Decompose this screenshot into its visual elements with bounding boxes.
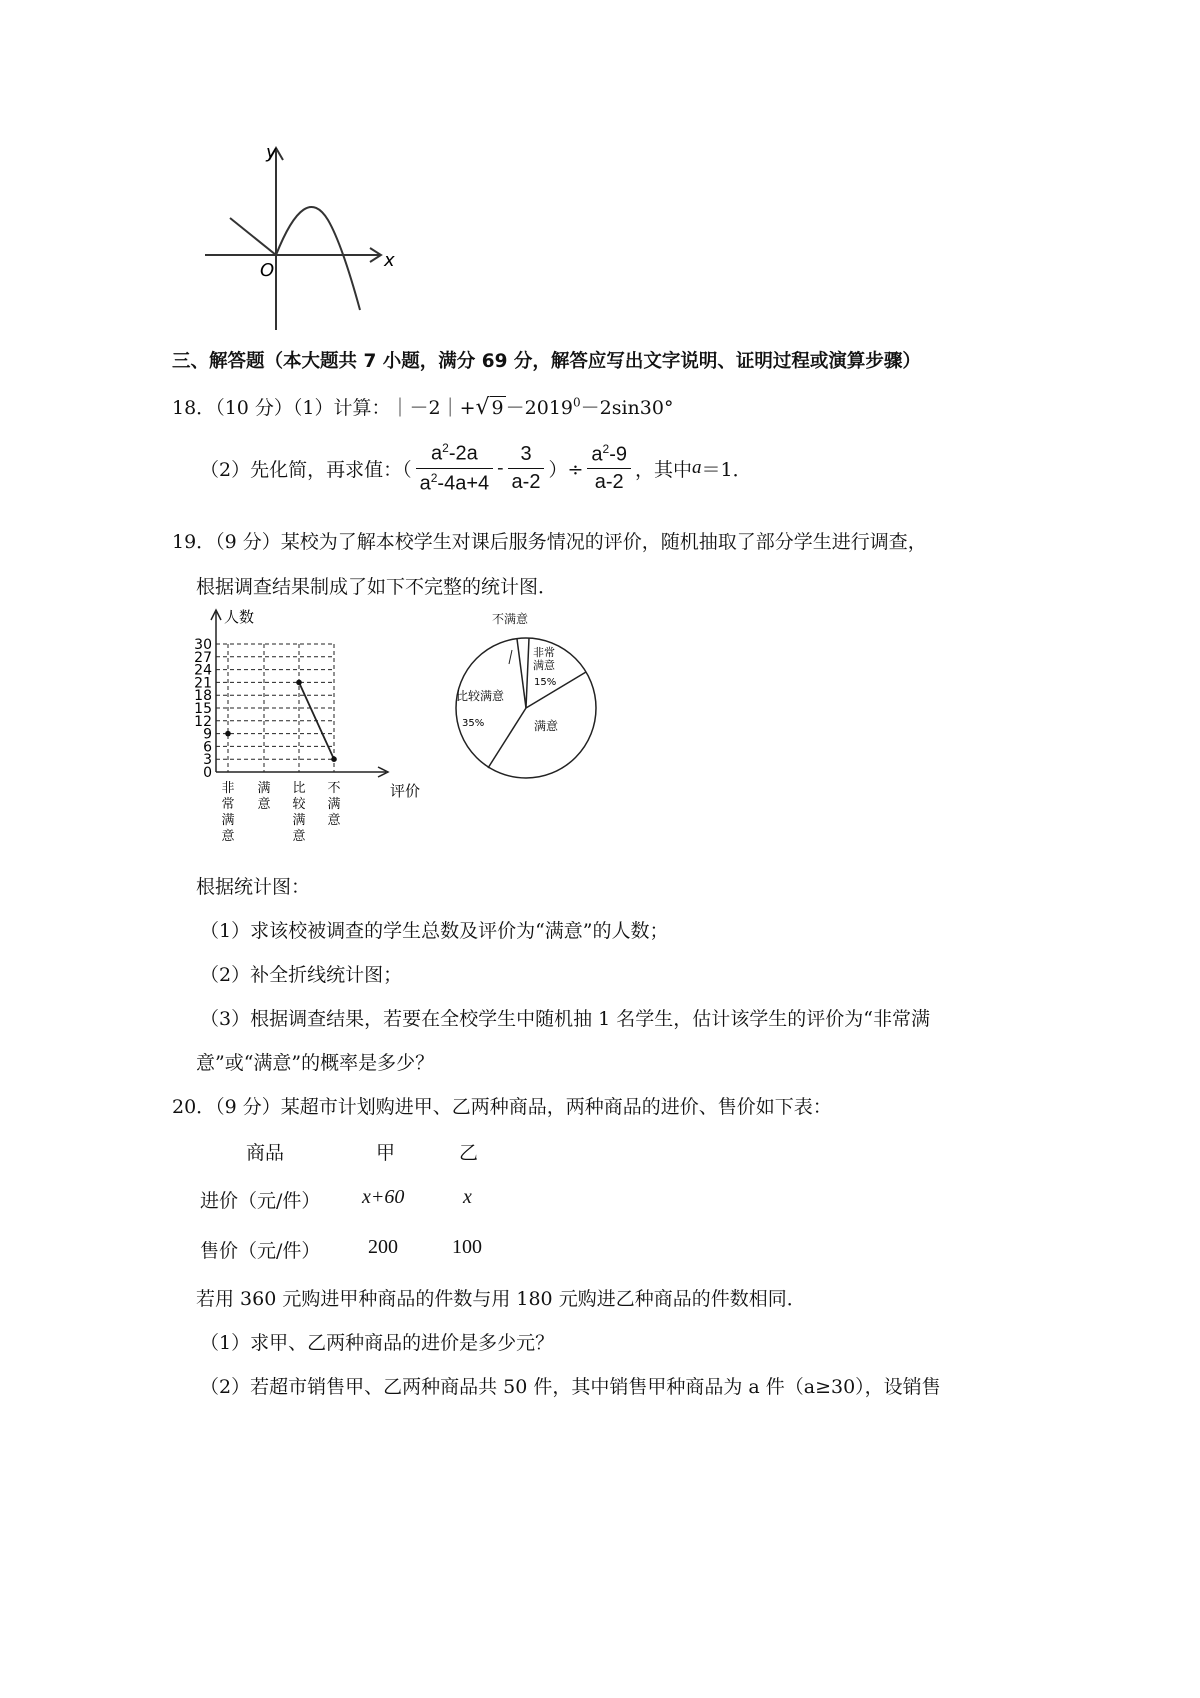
question-19-line1: 19．（9 分）某校为了解本校学生对课后服务情况的评价，随机抽取了部分学生进行调查， [172, 531, 927, 553]
sqrt-radicand: 9 [491, 397, 504, 419]
y-tick-label: 15 [194, 701, 212, 717]
x-category-label: 意 [292, 829, 306, 844]
x-category-label: 满 [221, 813, 235, 828]
pie-label-satisfied: 满意 [534, 719, 559, 733]
line-left-branch [230, 218, 276, 255]
y-tick-label: 3 [203, 752, 212, 769]
x-category-label: 常 [221, 797, 235, 812]
x-axis-label: x [384, 250, 395, 271]
fraction-2: $\frac{3}{a-2}$ [508, 443, 545, 494]
y-tick-label: 27 [194, 649, 212, 666]
x-category-label: 较 [292, 797, 306, 812]
pie-label-very-satisfied-2: 满意 [533, 659, 555, 672]
table-row2-yi: 100 [452, 1236, 482, 1258]
y-tick-label: 21 [194, 675, 212, 692]
table-row2-jia: 200 [368, 1236, 398, 1258]
pie-boundary-2 [526, 638, 529, 708]
q19-sub3b: 意”或“满意”的概率是多少？ [196, 1052, 435, 1074]
pie-percent-fairly-satisfied: 35% [462, 718, 485, 729]
fraction-3: $\frac{a^2-9}{a-2}$ [587, 442, 631, 495]
y-tick-label: 12 [194, 713, 212, 730]
x-category-label: 满 [292, 813, 306, 828]
y-tick-label: 9 [203, 726, 212, 743]
x-category-label: 非 [221, 781, 235, 796]
question-19-line2: 根据调查结果制成了如下不完整的统计图． [196, 576, 558, 598]
q18-part2-prefix: （2）先化简，再求值：（ [200, 458, 412, 481]
q20-sub1: （1）求甲、乙两种商品的进价是多少元？ [200, 1332, 555, 1354]
q18-number: 18． [172, 397, 216, 419]
q18-part1-prefix: （1）计算： [292, 397, 391, 419]
question-18-line2 [200, 438, 752, 498]
parabola-curve [276, 207, 360, 310]
parabola-figure [200, 140, 420, 340]
y-tick-label: 18 [194, 688, 212, 705]
y-tick-label: 24 [194, 662, 212, 679]
pie-percent-very-satisfied: 15% [534, 677, 557, 688]
q19-after-chart: 根据统计图： [196, 876, 311, 898]
q20-sub2: （2）若超市销售甲、乙两种商品共 50 件，其中销售甲种商品为 a 件（a≥30），设销售 [200, 1376, 941, 1398]
fraction-1: $\frac{a^2-2a}{a^2-4a+4}$ [416, 441, 494, 495]
x-category-label: 满 [327, 797, 341, 812]
question-18-line1 [172, 393, 673, 420]
origin-label: O [260, 260, 275, 281]
variable-a: a [692, 457, 702, 478]
q18-condition: ＝1． [701, 458, 752, 481]
q19-sub3a: （3）根据调查结果，若要在全校学生中随机抽 1 名学生，估计该学生的评价为“非常满 [200, 1008, 930, 1030]
q18-sin-term: －2sin30° [580, 397, 674, 419]
q18-abs-term: ｜－2｜+ [390, 397, 476, 419]
table-row1-label: 进价（元/件） [200, 1190, 321, 1212]
question-20-line1: 20．（9 分）某超市计划购进甲、乙两种商品，两种商品的进价、售价如下表： [172, 1096, 832, 1118]
table-header-product: 商品 [246, 1142, 285, 1164]
minus-sign: - [497, 457, 504, 479]
y-tick-label: 0 [203, 765, 212, 781]
y-tick-label: 30 [194, 637, 212, 653]
pie-label-unsatisfied: 不满意 [492, 612, 529, 626]
x-category-label: 意 [221, 829, 235, 844]
table-row1-jia: x+60 [362, 1186, 405, 1208]
y-tick-label: 6 [203, 739, 212, 756]
x-axis-title: 评价 [390, 782, 421, 800]
table-header-yi: 乙 [459, 1142, 479, 1164]
q18-exponent: 0 [573, 395, 581, 410]
data-point-0 [225, 731, 231, 737]
pie-boundary-4 [488, 708, 526, 768]
x-category-label: 满 [257, 781, 271, 796]
q18-suffix: ，其中 [634, 458, 692, 481]
table-header-jia: 甲 [376, 1142, 396, 1164]
leader-line [509, 650, 512, 664]
divide-sign: ）÷ [548, 458, 584, 481]
q19-sub2: （2）补全折线统计图； [200, 964, 403, 986]
line-chart [186, 604, 436, 849]
section-heading: 三、解答题（本大题共 7 小题，满分 69 分，解答应写出文字说明、证明过程或演算步骤） [172, 351, 921, 372]
pie-label-very-satisfied-1: 非常 [533, 646, 555, 659]
pie-boundary-1 [517, 639, 526, 708]
q20-line2: 若用 360 元购进甲种商品的件数与用 180 元购进乙种商品的件数相同． [196, 1288, 806, 1310]
q19-sub1: （1）求该校被调查的学生总数及评价为“满意”的人数； [200, 920, 669, 942]
y-axis-label: y [266, 142, 277, 163]
sqrt-symbol: √ [475, 395, 490, 420]
q18-power-base: －2019 [505, 397, 573, 419]
q18-score: （10 分） [215, 397, 293, 419]
pie-label-fairly-satisfied: 比较满意 [456, 689, 505, 703]
table-row1-yi: x [463, 1186, 472, 1208]
x-category-label: 意 [327, 813, 341, 828]
x-category-label: 意 [257, 797, 271, 812]
x-category-label: 比 [292, 781, 306, 796]
x-category-label: 不 [327, 781, 341, 796]
y-axis-title: 人数 [224, 608, 255, 626]
table-row2-label: 售价（元/件） [200, 1240, 321, 1262]
pie-chart [448, 630, 608, 780]
data-point-2 [296, 680, 302, 686]
data-point-3 [331, 756, 337, 762]
